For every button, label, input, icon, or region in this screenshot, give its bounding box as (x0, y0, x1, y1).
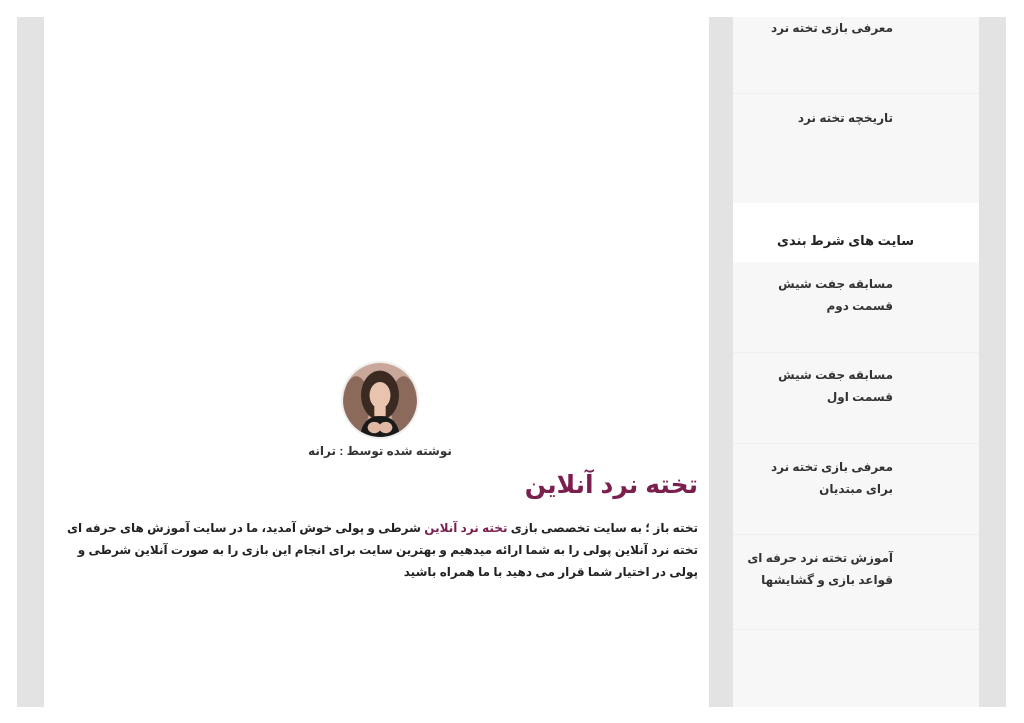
post-excerpt (62, 517, 698, 583)
author-avatar[interactable] (341, 361, 419, 439)
sidebar-item-label: مسابقه جفت شیش قسمت اول (778, 368, 893, 404)
author-line: نوشته شده توسط : ترانه (308, 444, 452, 458)
sidebar-item-label: تاریخچه تخته نرد (797, 111, 893, 125)
excerpt-text-start: تخته باز ؛ به سایت تخصصی بازی (507, 521, 698, 535)
sidebar-item-label: معرفی بازی تخته نرد برای مبتدیان (770, 460, 893, 496)
sidebar-panel-intro (733, 17, 979, 203)
page-frame-left (17, 17, 44, 707)
avatar-image (343, 363, 417, 437)
sidebar-item-label: مسابقه جفت شیش قسمت دوم (778, 277, 893, 313)
post-title[interactable]: تخته نرد آنلاین (524, 471, 698, 499)
sidebar-item[interactable] (733, 353, 979, 444)
sidebar-panel-betting-sites (733, 219, 979, 707)
backgammon-online-link[interactable]: تخته نرد آنلاین (424, 521, 508, 535)
excerpt-text-end: شرطی و پولی خوش آمدید، ما در سایت آموزش های حرفه ای تخته نرد آنلاین پولی را به شما ارائه میدهیم و بهترین سایت برای انجام این بازی را به صورت آنلاین شرطی و پولی در اختیار شما قرار می دهید با ما همراه باشید (66, 521, 698, 579)
sidebar-item-label: معرفی بازی تخته نرد (770, 21, 893, 35)
sidebar-item[interactable] (733, 535, 979, 630)
sidebar-item[interactable] (733, 444, 979, 535)
sidebar-item[interactable] (733, 94, 979, 203)
sidebar-item-label: آموزش تخته نرد حرفه ای قواعد بازی و گشایشها (747, 551, 893, 587)
page-frame-right (979, 17, 1006, 707)
sidebar-item[interactable] (733, 17, 979, 94)
sidebar-item[interactable] (733, 262, 979, 353)
sidebar-heading: سایت های شرط بندی (733, 219, 979, 262)
column-gutter (709, 17, 733, 707)
